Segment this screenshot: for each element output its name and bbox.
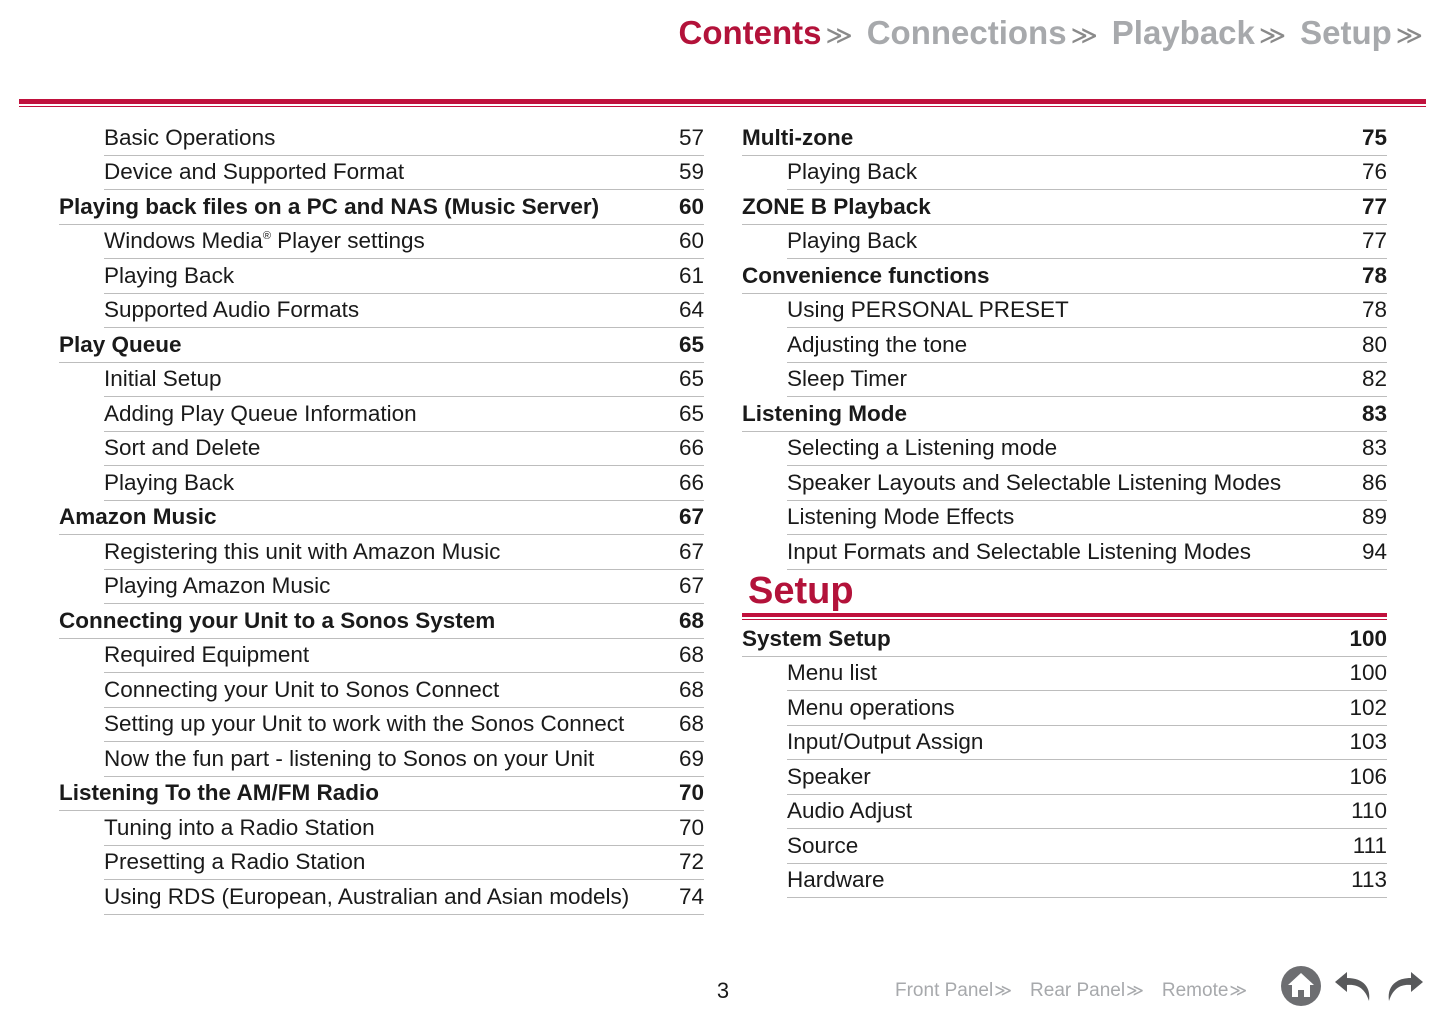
chevron-right-icon: ≫ bbox=[994, 981, 1013, 1000]
toc-entry-row bbox=[787, 328, 1387, 363]
toc-entry-title bbox=[787, 297, 1069, 323]
forward-arrow-icon bbox=[1381, 968, 1425, 1004]
toc-entry-title bbox=[104, 159, 404, 185]
toc-section-entry[interactable] bbox=[59, 501, 704, 536]
toc-entry-row bbox=[59, 604, 704, 639]
toc-section-entry[interactable] bbox=[742, 259, 1387, 294]
toc-subsection-entry[interactable] bbox=[59, 225, 704, 260]
toc-entry-row bbox=[104, 294, 704, 329]
toc-entry-row bbox=[787, 363, 1387, 398]
toc-entry-row bbox=[787, 726, 1387, 761]
toc-entry-title bbox=[787, 764, 871, 790]
toc-section-entry[interactable] bbox=[742, 121, 1387, 156]
toc-page-number: 69 bbox=[678, 745, 704, 771]
toc-subsection-entry[interactable] bbox=[742, 864, 1387, 899]
toc-entry-title-text: Playing Back bbox=[787, 228, 918, 253]
toc-subsection-entry[interactable] bbox=[59, 708, 704, 743]
toc-subsection-entry[interactable] bbox=[742, 501, 1387, 536]
toc-page-number: 89 bbox=[1361, 504, 1387, 529]
toc-entry-title bbox=[104, 297, 359, 323]
toc-page-number: 70 bbox=[678, 780, 704, 805]
toc-page-number: 67 bbox=[678, 504, 704, 529]
toc-entry-row bbox=[59, 501, 704, 536]
toc-entry-row bbox=[742, 622, 1387, 657]
toc-entry-title-text: Source bbox=[787, 832, 859, 858]
toc-subsection-entry[interactable] bbox=[59, 432, 704, 467]
toc-entry-title bbox=[787, 470, 1281, 496]
toc-entry-title-text: Hardware bbox=[787, 867, 885, 892]
header-divider-thin bbox=[19, 106, 1426, 107]
toc-page-number: 86 bbox=[1361, 469, 1387, 495]
toc-entry-title-text: Input Formats and Selectable Listening Modes bbox=[787, 538, 1252, 564]
home-icon bbox=[1280, 965, 1322, 1007]
toc-subsection-entry[interactable] bbox=[59, 397, 704, 432]
toc-entry-title bbox=[59, 608, 495, 634]
toc-entry-title bbox=[104, 746, 594, 772]
toc-entry-row bbox=[742, 259, 1387, 294]
toc-entry-title-text: Setting up your Unit to work with the Sonos Connect bbox=[104, 711, 625, 736]
toc-entry-title-text: Now the fun part - listening to Sonos on your Unit bbox=[104, 745, 595, 771]
toc-entry-row bbox=[787, 225, 1387, 260]
toc-subsection-entry[interactable] bbox=[59, 121, 704, 156]
toc-page-number: 68 bbox=[678, 607, 704, 633]
toc-page-number: 68 bbox=[678, 676, 704, 702]
toc-section-entry[interactable] bbox=[59, 190, 704, 225]
toc-entry-title-text: Using PERSONAL PRESET bbox=[787, 297, 1069, 322]
toc-entry-title bbox=[742, 263, 990, 289]
toc-page-number: 106 bbox=[1349, 763, 1387, 789]
toc-entry-title bbox=[104, 642, 309, 668]
toc-entry-row bbox=[104, 535, 704, 570]
toc-entry-row bbox=[787, 501, 1387, 536]
toc-page-number: 68 bbox=[678, 642, 704, 667]
toc-entry-title-text: Selecting a Listening mode bbox=[787, 435, 1058, 460]
toc-entry-row bbox=[104, 639, 704, 674]
back-arrow-icon bbox=[1333, 968, 1377, 1004]
front-panel-link[interactable] bbox=[895, 980, 1012, 1002]
toc-page-number: 68 bbox=[678, 711, 704, 736]
toc-right-column bbox=[742, 121, 1387, 570]
toc-entry-title-text: Playing back files on a PC and NAS (Music Server) bbox=[59, 193, 600, 219]
toc-page-number: 66 bbox=[678, 435, 704, 460]
tab-contents-label: Contents bbox=[678, 14, 822, 51]
toc-subsection-entry[interactable] bbox=[59, 294, 704, 329]
toc-entry-row bbox=[787, 864, 1387, 899]
tab-setup-label: Setup bbox=[1300, 14, 1392, 51]
toc-subsection-entry[interactable] bbox=[742, 691, 1387, 726]
toc-page-number: 61 bbox=[678, 262, 704, 288]
toc-entry-row bbox=[787, 657, 1387, 692]
section-divider bbox=[742, 613, 1387, 617]
section-heading-setup: Setup bbox=[748, 570, 854, 612]
toc-entry-title-text: Playing Back bbox=[104, 262, 235, 288]
chevron-right-icon: ≫ bbox=[1229, 981, 1248, 1000]
toc-subsection-entry[interactable] bbox=[742, 363, 1387, 398]
toc-subsection-entry[interactable] bbox=[59, 535, 704, 570]
toc-page-number: 100 bbox=[1349, 625, 1387, 651]
toc-page-number: 82 bbox=[1361, 366, 1387, 391]
toc-entry-row bbox=[104, 466, 704, 501]
toc-page-number: 78 bbox=[1361, 297, 1387, 322]
toc-page-number: 60 bbox=[678, 228, 704, 253]
tab-playback[interactable] bbox=[1112, 14, 1286, 52]
toc-entry-title-text: Input/Output Assign bbox=[787, 729, 984, 754]
toc-entry-title bbox=[104, 677, 499, 703]
toc-subsection-entry[interactable] bbox=[59, 156, 704, 191]
toc-entry-title bbox=[742, 194, 931, 220]
toc-subsection-entry[interactable] bbox=[59, 880, 704, 915]
toc-entry-title-text: Connecting your Unit to Sonos Connect bbox=[104, 676, 500, 702]
toc-entry-title-text: Listening Mode Effects bbox=[787, 504, 1015, 529]
toc-entry-title-text: Menu operations bbox=[787, 694, 955, 720]
toc-page-number: 65 bbox=[678, 331, 704, 357]
toc-entry-title bbox=[104, 470, 234, 496]
toc-entry-row bbox=[104, 811, 704, 846]
toc-section-entry[interactable] bbox=[742, 622, 1387, 657]
toc-page-number: 94 bbox=[1361, 538, 1387, 564]
toc-entry-row bbox=[787, 691, 1387, 726]
toc-entry-title bbox=[104, 573, 330, 599]
toc-entry-title bbox=[742, 626, 891, 652]
toc-entry-title-text: Initial Setup bbox=[104, 366, 222, 391]
toc-entry-title bbox=[104, 884, 629, 910]
toc-entry-row bbox=[104, 363, 704, 398]
toc-entry-title bbox=[787, 539, 1251, 565]
toc-subsection-entry[interactable] bbox=[59, 811, 704, 846]
toc-setup-column bbox=[742, 622, 1387, 898]
tab-connections-label: Connections bbox=[866, 14, 1067, 51]
front-panel-link-label: Front Panel bbox=[895, 980, 994, 1001]
toc-entry-title bbox=[104, 711, 624, 737]
toc-page-number: 77 bbox=[1361, 228, 1387, 253]
toc-entry-title bbox=[787, 504, 1014, 530]
toc-entry-title bbox=[787, 798, 912, 824]
toc-page-number: 65 bbox=[678, 366, 704, 391]
toc-entry-row bbox=[104, 742, 704, 777]
toc-subsection-entry[interactable] bbox=[59, 846, 704, 881]
toc-entry-title-text: Sleep Timer bbox=[787, 366, 908, 391]
page-number: 3 bbox=[716, 978, 730, 1003]
toc-entry-title bbox=[104, 435, 260, 461]
toc-subsection-entry[interactable] bbox=[742, 535, 1387, 570]
toc-page-number: 59 bbox=[678, 159, 704, 184]
toc-entry-title-text: Playing Back bbox=[787, 159, 918, 184]
toc-subsection-entry[interactable] bbox=[742, 795, 1387, 830]
remote-link[interactable] bbox=[1162, 980, 1247, 1002]
toc-subsection-entry[interactable] bbox=[742, 760, 1387, 795]
toc-entry-title-text: Play Queue bbox=[59, 331, 182, 357]
toc-subsection-entry[interactable] bbox=[59, 639, 704, 674]
toc-entry-title-text: Multi-zone bbox=[742, 124, 854, 150]
tab-setup[interactable] bbox=[1300, 14, 1423, 52]
toc-entry-row bbox=[104, 708, 704, 743]
toc-entry-row bbox=[104, 673, 704, 708]
toc-entry-title bbox=[787, 867, 885, 893]
toc-section-entry[interactable] bbox=[742, 190, 1387, 225]
toc-entry-title bbox=[104, 228, 425, 254]
toc-page-number: 67 bbox=[678, 573, 704, 598]
toc-entry-title-text: Speaker Layouts and Selectable Listening Modes bbox=[787, 469, 1282, 495]
toc-entry-title bbox=[787, 695, 955, 721]
top-navigation bbox=[679, 10, 1424, 56]
toc-subsection-entry[interactable] bbox=[742, 328, 1387, 363]
toc-entry-title bbox=[787, 159, 917, 185]
toc-entry-row bbox=[787, 535, 1387, 570]
header-divider bbox=[19, 99, 1426, 104]
toc-entry-title bbox=[104, 366, 222, 392]
toc-entry-row bbox=[787, 294, 1387, 329]
toc-entry-title-text: Using RDS (European, Australian and Asian models) bbox=[104, 883, 630, 909]
toc-subsection-entry[interactable] bbox=[59, 742, 704, 777]
toc-entry-title bbox=[104, 539, 500, 565]
toc-subsection-entry[interactable] bbox=[742, 829, 1387, 864]
toc-entry-title-text: Basic Operations bbox=[104, 124, 276, 150]
toc-entry-title bbox=[787, 833, 858, 859]
chevron-right-icon: ≫ bbox=[1258, 19, 1287, 50]
footer-navigation bbox=[895, 980, 1247, 1002]
toc-entry-row bbox=[742, 397, 1387, 432]
toc-subsection-entry[interactable] bbox=[742, 225, 1387, 260]
toc-entry-title-text: Amazon Music bbox=[59, 504, 217, 529]
toc-left-column bbox=[59, 121, 704, 915]
toc-subsection-entry[interactable] bbox=[742, 156, 1387, 191]
toc-entry-title bbox=[742, 401, 907, 427]
toc-page-number: 78 bbox=[1361, 262, 1387, 288]
toc-subsection-entry[interactable] bbox=[59, 363, 704, 398]
toc-entry-title bbox=[787, 228, 917, 254]
toc-entry-title bbox=[104, 125, 275, 151]
toc-entry-title bbox=[787, 366, 907, 392]
toc-entry-title-text: System Setup bbox=[742, 625, 891, 651]
toc-entry-title bbox=[104, 263, 234, 289]
tab-connections[interactable] bbox=[867, 14, 1098, 52]
toc-entry-row bbox=[104, 397, 704, 432]
toc-entry-title-text: Required Equipment bbox=[104, 642, 310, 667]
toc-page-number: 64 bbox=[678, 297, 704, 322]
toc-entry-row bbox=[104, 225, 704, 260]
toc-entry-title-text: Listening To the AM/FM Radio bbox=[59, 780, 379, 805]
toc-page-number: 67 bbox=[678, 538, 704, 564]
toc-entry-title bbox=[787, 332, 967, 358]
toc-entry-row bbox=[104, 846, 704, 881]
toc-page-number: 113 bbox=[1351, 867, 1387, 892]
toc-page-number: 76 bbox=[1361, 159, 1387, 184]
tab-contents[interactable] bbox=[679, 14, 853, 52]
toc-subsection-entry[interactable] bbox=[59, 259, 704, 294]
toc-entry-row bbox=[787, 760, 1387, 795]
toc-page-number: 74 bbox=[678, 883, 704, 909]
toc-page-number: 65 bbox=[678, 400, 704, 426]
toc-entry-title-text: Supported Audio Formats bbox=[104, 297, 360, 322]
toc-entry-title bbox=[787, 435, 1057, 461]
toc-entry-row bbox=[787, 829, 1387, 864]
toc-subsection-entry[interactable] bbox=[742, 432, 1387, 467]
toc-subsection-entry[interactable] bbox=[59, 673, 704, 708]
back-button[interactable] bbox=[1333, 968, 1377, 1004]
toc-page-number: 70 bbox=[678, 814, 704, 840]
toc-entry-title-text: Tuning into a Radio Station bbox=[104, 814, 375, 840]
toc-page-number: 75 bbox=[1361, 124, 1387, 150]
toc-entry-row bbox=[104, 156, 704, 191]
forward-button[interactable] bbox=[1381, 968, 1425, 1004]
toc-entry-title-text: Sort and Delete bbox=[104, 435, 261, 460]
toc-page-number: 60 bbox=[678, 193, 704, 219]
toc-entry-title-text: Menu list bbox=[787, 660, 878, 685]
toc-entry-title bbox=[787, 660, 877, 686]
toc-entry-row bbox=[59, 190, 704, 225]
chevron-right-icon: ≫ bbox=[1395, 19, 1423, 50]
toc-page-number: 103 bbox=[1349, 729, 1387, 754]
toc-entry-title-text: Listening Mode bbox=[742, 400, 907, 426]
toc-page-number: 100 bbox=[1349, 660, 1387, 685]
toc-entry-row bbox=[59, 328, 704, 363]
toc-entry-row bbox=[104, 880, 704, 915]
toc-page-number: 57 bbox=[678, 124, 704, 150]
toc-section-entry[interactable] bbox=[742, 397, 1387, 432]
toc-subsection-entry[interactable] bbox=[742, 657, 1387, 692]
toc-entry-row bbox=[104, 432, 704, 467]
toc-entry-title-text: Windows Media bbox=[104, 228, 263, 253]
toc-entry-row bbox=[787, 156, 1387, 191]
toc-page-number: 111 bbox=[1352, 832, 1387, 858]
toc-entry-row bbox=[104, 121, 704, 156]
toc-entry-title-text: Convenience functions bbox=[742, 262, 990, 288]
toc-entry-title-text: Audio Adjust bbox=[787, 798, 913, 823]
home-button[interactable] bbox=[1280, 965, 1322, 1007]
toc-page-number: 110 bbox=[1351, 798, 1387, 823]
toc-page-number: 80 bbox=[1361, 331, 1387, 357]
toc-page-number: 102 bbox=[1349, 694, 1387, 720]
toc-entry-title-text: Playing Back bbox=[104, 469, 235, 495]
toc-entry-title bbox=[59, 504, 217, 530]
toc-entry-row bbox=[787, 466, 1387, 501]
toc-entry-row bbox=[59, 777, 704, 812]
toc-entry-title-text: Player settings bbox=[270, 228, 425, 253]
toc-subsection-entry[interactable] bbox=[742, 294, 1387, 329]
toc-entry-title-text: Adding Play Queue Information bbox=[104, 400, 417, 426]
toc-entry-row bbox=[104, 570, 704, 605]
toc-subsection-entry[interactable] bbox=[59, 570, 704, 605]
toc-page-number: 83 bbox=[1361, 435, 1387, 460]
toc-entry-title bbox=[742, 125, 853, 151]
toc-section-entry[interactable] bbox=[59, 777, 704, 812]
toc-entry-row bbox=[787, 795, 1387, 830]
chevron-right-icon: ≫ bbox=[1070, 19, 1098, 50]
toc-entry-title-text: Playing Amazon Music bbox=[104, 573, 331, 598]
toc-entry-row bbox=[742, 190, 1387, 225]
toc-page-number: 72 bbox=[678, 849, 704, 874]
toc-entry-row bbox=[742, 121, 1387, 156]
toc-entry-title bbox=[104, 401, 417, 427]
rear-panel-link-label: Rear Panel bbox=[1030, 980, 1126, 1001]
toc-entry-title bbox=[59, 332, 182, 358]
toc-page-number: 83 bbox=[1361, 400, 1387, 426]
toc-entry-row bbox=[787, 432, 1387, 467]
toc-entry-title bbox=[104, 815, 375, 841]
section-divider-thin bbox=[742, 619, 1387, 620]
toc-page-number: 66 bbox=[678, 469, 704, 495]
toc-entry-title-text: Presetting a Radio Station bbox=[104, 849, 366, 874]
chevron-right-icon: ≫ bbox=[1126, 981, 1144, 1000]
rear-panel-link[interactable] bbox=[1030, 980, 1144, 1002]
toc-entry-title bbox=[787, 729, 983, 755]
tab-playback-label: Playback bbox=[1111, 14, 1255, 51]
toc-section-entry[interactable] bbox=[59, 328, 704, 363]
toc-entry-title bbox=[59, 780, 379, 806]
toc-entry-row bbox=[104, 259, 704, 294]
toc-entry-title-text: Connecting your Unit to a Sonos System bbox=[59, 607, 496, 633]
toc-page-number: 77 bbox=[1361, 193, 1387, 219]
toc-subsection-entry[interactable] bbox=[742, 726, 1387, 761]
toc-entry-title-text: Device and Supported Format bbox=[104, 159, 405, 184]
chevron-right-icon: ≫ bbox=[825, 19, 853, 50]
toc-section-entry[interactable] bbox=[59, 604, 704, 639]
toc-entry-title-text: Registering this unit with Amazon Music bbox=[104, 538, 501, 564]
toc-entry-title bbox=[104, 849, 365, 875]
toc-subsection-entry[interactable] bbox=[59, 466, 704, 501]
toc-entry-title bbox=[59, 194, 599, 220]
registered-trademark-mark: ® bbox=[262, 230, 271, 242]
toc-entry-title-text: ZONE B Playback bbox=[742, 193, 931, 219]
remote-link-label: Remote bbox=[1161, 980, 1229, 1001]
toc-entry-title-text: Adjusting the tone bbox=[787, 331, 968, 357]
toc-entry-title-text: Speaker bbox=[787, 763, 871, 789]
toc-subsection-entry[interactable] bbox=[742, 466, 1387, 501]
